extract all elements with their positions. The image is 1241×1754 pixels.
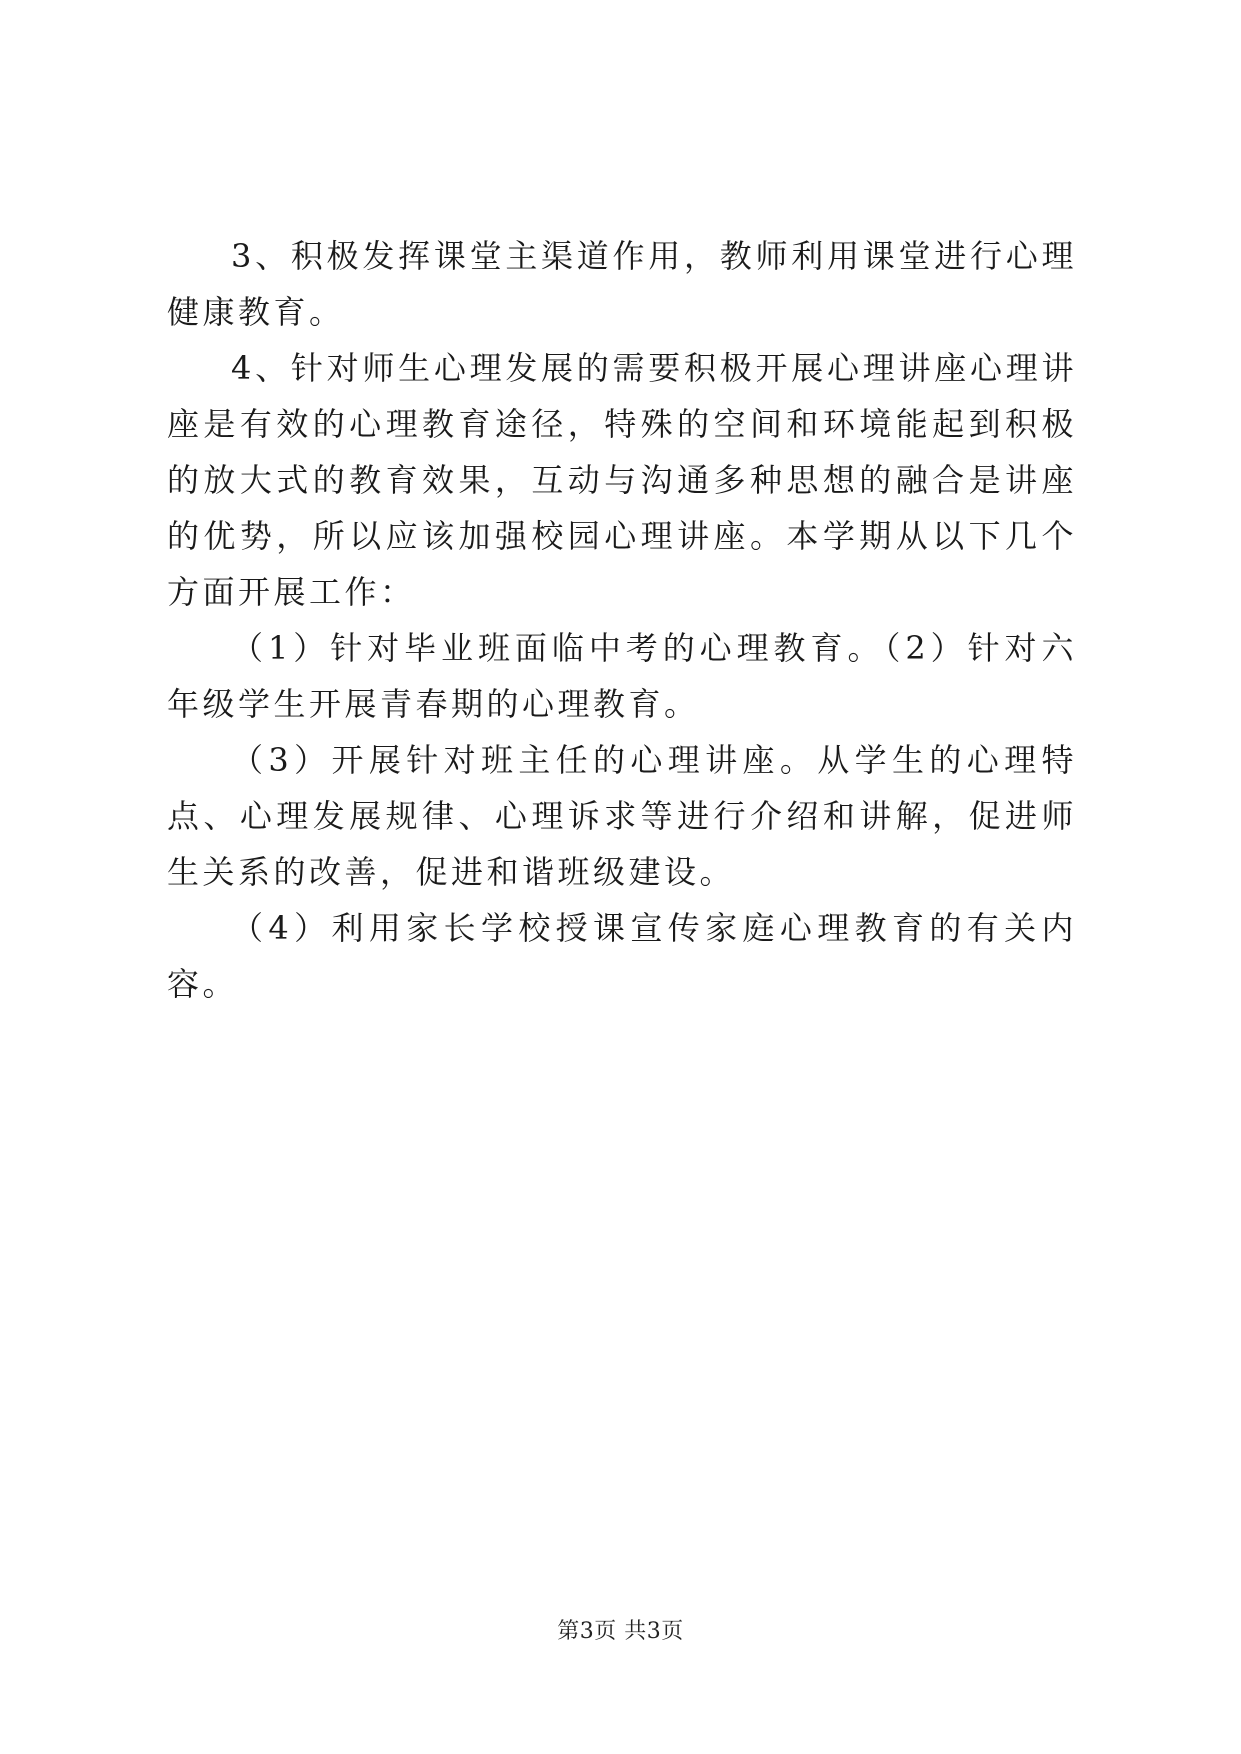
paragraph-subitem-1-2: （1）针对毕业班面临中考的心理教育。（2）针对六年级学生开展青春期的心理教育。 [167,629,1077,723]
paragraph-item-3: 3、积极发挥课堂主渠道作用，教师利用课堂进行心理健康教育。 [167,237,1077,331]
document-body [167,228,1077,1012]
paragraph-subitem-4: （4）利用家长学校授课宣传家庭心理教育的有关内容。 [167,909,1077,1003]
paragraph-item-4: 4、针对师生心理发展的需要积极开展心理讲座心理讲座是有效的心理教育途径，特殊的空间和环境能起到积极的放大式的教育效果，互动与沟通多种思想的融合是讲座的优势，所以应该加强校园心理讲座。本学期从以下几个方面开展工作： [167,349,1077,611]
paragraph-subitem-3: （3）开展针对班主任的心理讲座。从学生的心理特点、心理发展规律、心理诉求等进行介绍和讲解，促进师生关系的改善，促进和谐班级建设。 [167,741,1077,891]
page-number-footer: 第3页 共3页 [557,1619,684,1644]
